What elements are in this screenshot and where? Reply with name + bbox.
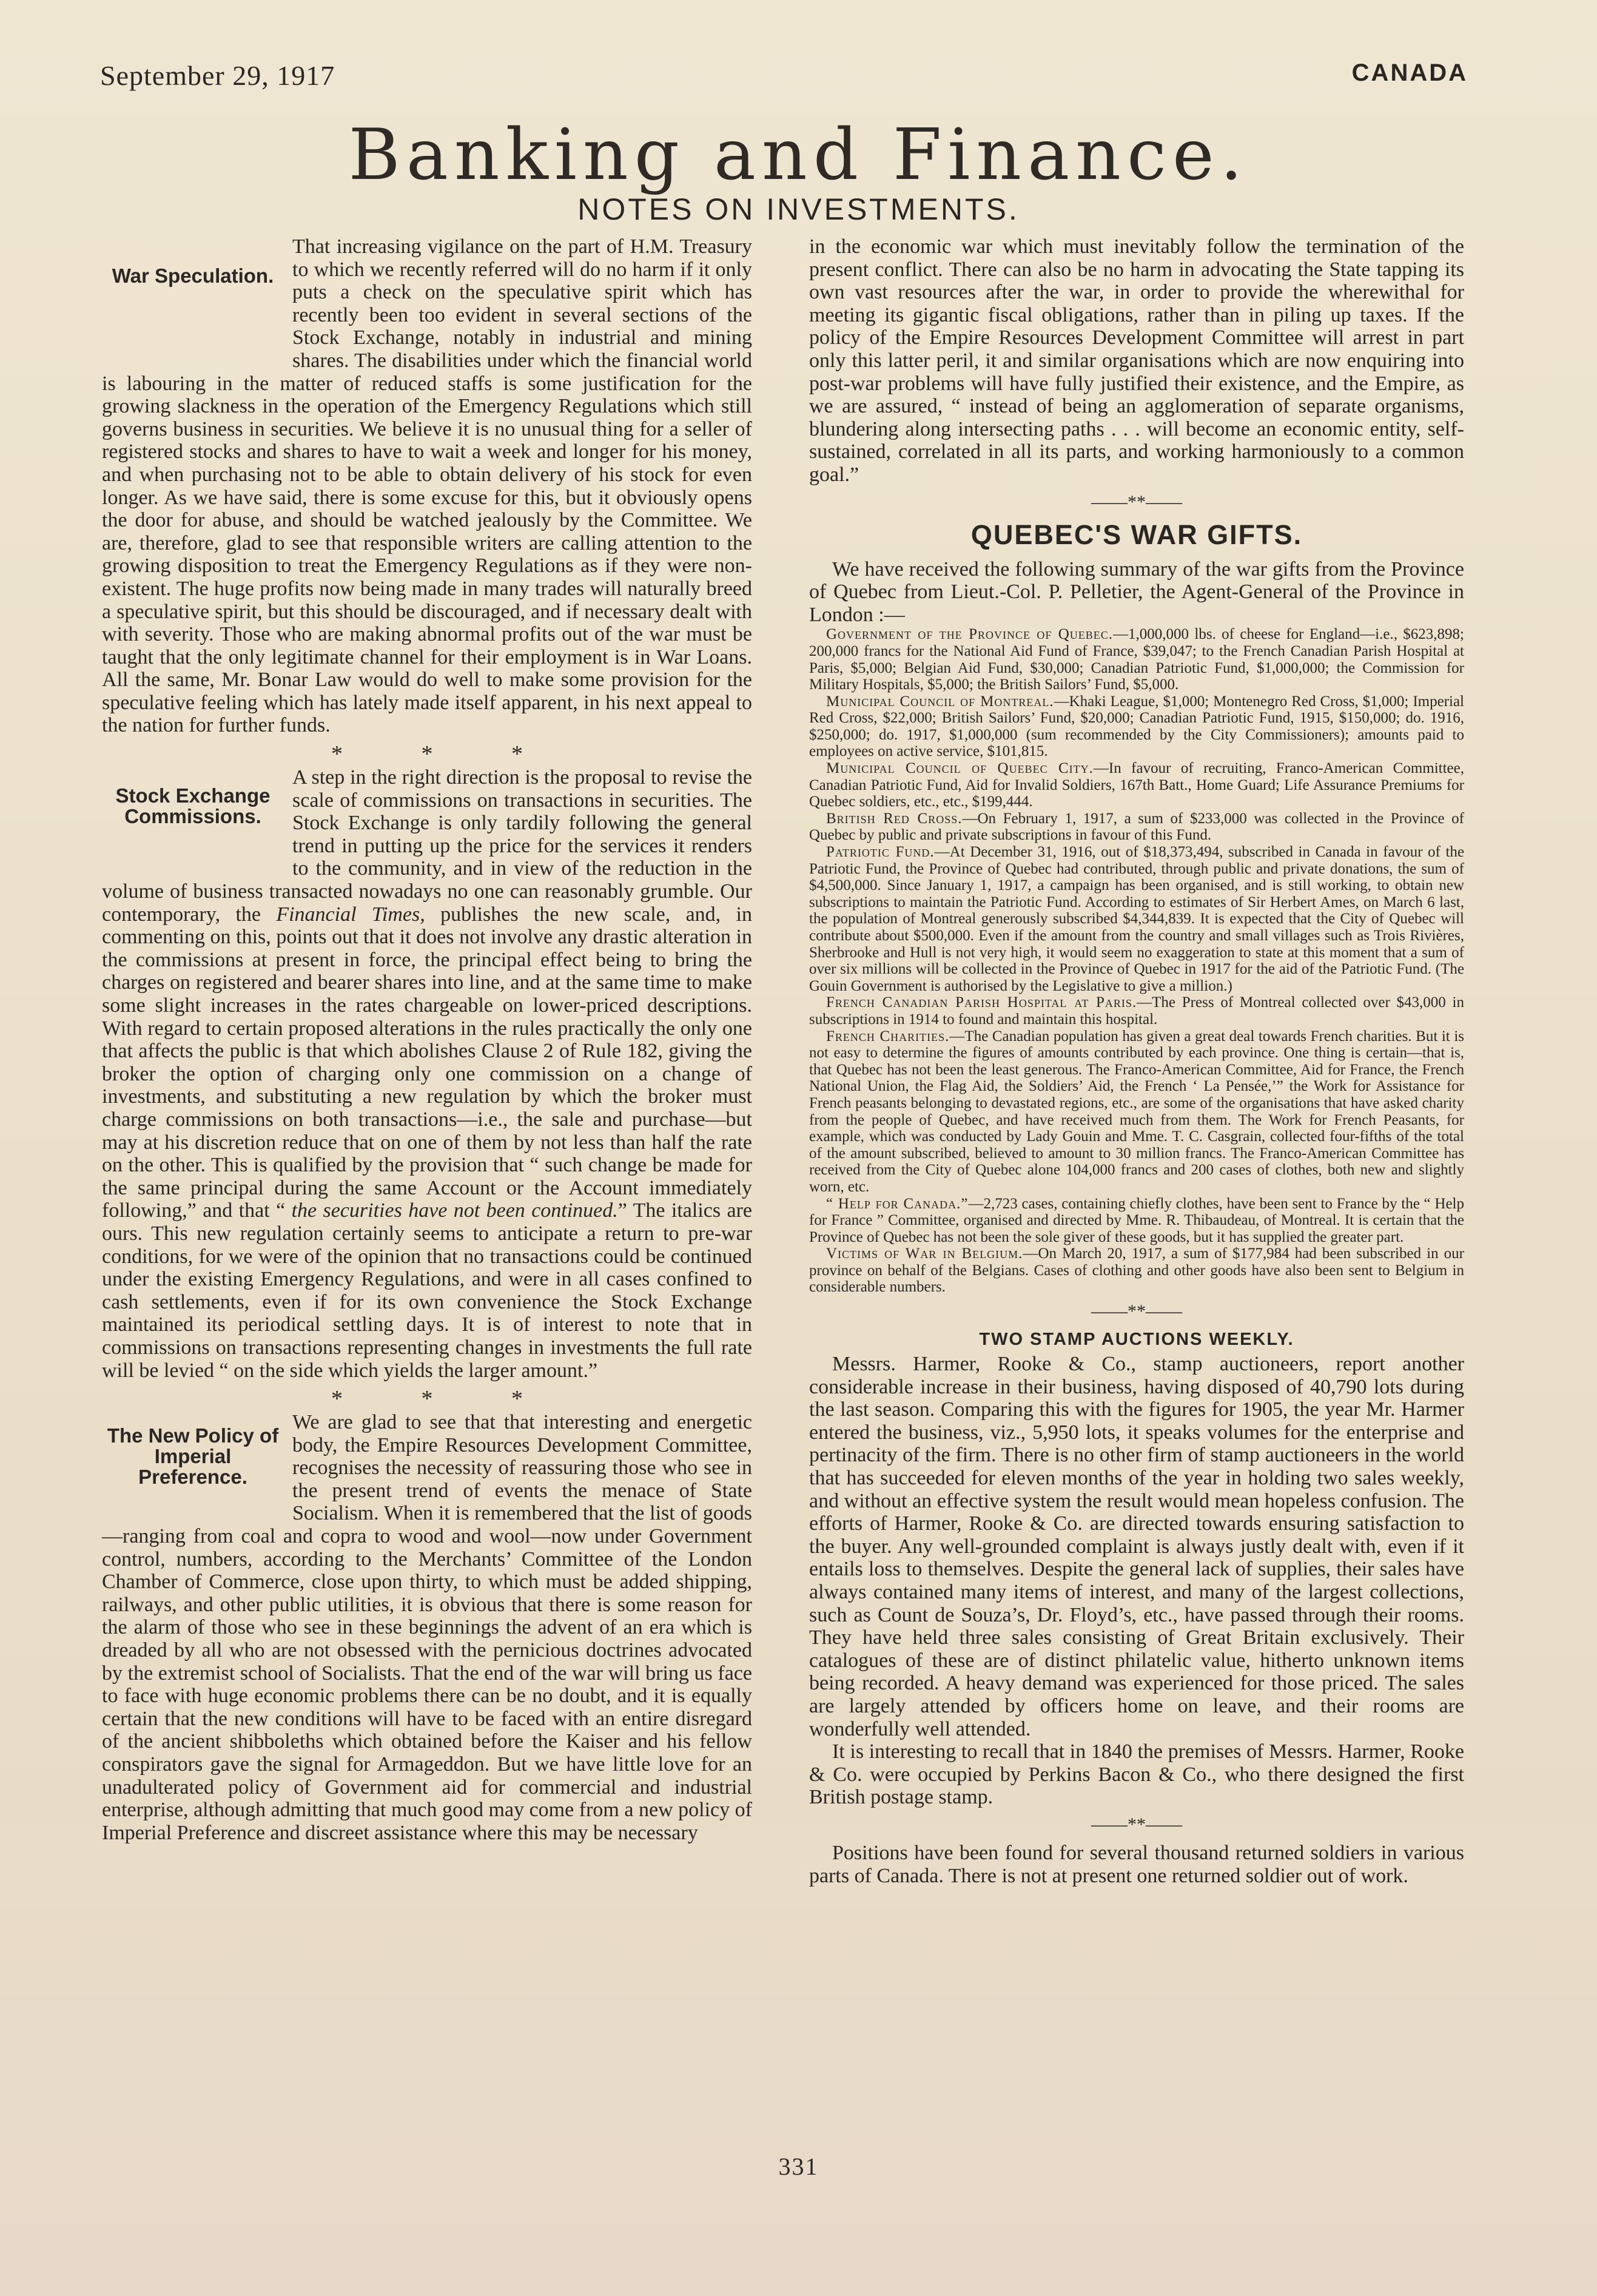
quebec-gift-item xyxy=(809,626,1464,693)
quebec-gift-item-lead: “ Help for Canada.” xyxy=(826,1195,969,1212)
section-divider: ——**—— xyxy=(1091,491,1182,512)
quebec-gift-item-text: —In favour of recruiting, Franco-American Committee, Canadian Patriotic Fund, Aid for Invalid Soldiers, 167th Batt., Home Guard; Life Assurance Premiums for Quebec soldiers, etc., etc., $199,444. xyxy=(809,760,1464,810)
quebec-gift-item xyxy=(809,810,1464,844)
quebec-gift-item-lead: Municipal Council of Montreal. xyxy=(826,693,1054,710)
quebec-gift-item xyxy=(809,994,1464,1028)
stock-italic-financial-times: Financial Times, xyxy=(276,903,425,926)
left-column xyxy=(102,235,752,1844)
issue-date: September 29, 1917 xyxy=(100,60,335,91)
stock-italic-quote: the securities have not been continued. xyxy=(291,1199,618,1222)
section-divider: ——**—— xyxy=(1091,1814,1182,1834)
article-war-speculation: That increasing vigilance on the part of H.M. Treasury to which we recently referred will do no harm if it only puts a check on the speculative spirit which has recently been too evident in several sections of the Stock Exchange, notably in industrial and mining shares. The disabilities under which the financial world is labouring in the matter of reduced staffs is some justification for the growing slackness in the operation of the Emergency Regulations which still governs business in securities. We believe it is no unusual thing for a seller of registered stocks and shares to have to wait a week and longer for his money, and when purchasing not to be able to obtain delivery of his stock for even longer. As we have said, there is some excuse for this, but it obviously opens the door for abuse, and should be watched jealously by the Committee. We are, therefore, glad to see that responsible writers are calling attention to the growing disposition to treat the Emergency Regulations as if they were non-existent. The huge profits now being made in many trades will naturally breed a speculative spirit, but this should be discouraged, and if necessary dealt with with severity. Those who are making abnormal profits out of the war must be taught that the only legitimate channel for their employment is in War Loans. All the same, Mr. Bonar Law would do well to make some provision for the speculative feeling which has lately made itself apparent, in his next appeal to the nation for further funds. xyxy=(102,235,752,737)
quebec-gift-item-lead: Patriotic Fund. xyxy=(826,844,935,861)
article-imperial-preference: We are glad to see that that interesting and energetic body, the Empire Resources Development Committee, recognises the necessity of reassuring those who see in the present trend of events the menace of State Socialism. When it is remembered that the list of goods—ranging from coal and copra to wood and wool—now under Government control, numbers, according to the Merchants’ Committee of the London Chamber of Commerce, close upon thirty, to which must be added shipping, railways, and other public utilities, it is obvious that there is some reason for the alarm of those who see in these beginnings the advent of an era which is dreaded by all who are not obsessed with the pernicious doctrines advocated by the extremist school of Socialists. That the end of the war will bring us face to face with huge economic problems there can be no doubt, and it is equally certain that the new conditions will have to be faced with an entire disregard of the ancient shibboleths which obtained before the Kaiser and his fellow conspirators gave the signal for Armageddon. But we have little love for an unadulterated policy of Government aid for commercial and industrial enterprise, although admitting that much good may come from a new policy of Imperial Preference and discreet assistance where this may be necessary xyxy=(102,1411,752,1844)
quebec-gift-item-lead: British Red Cross. xyxy=(826,810,963,827)
quebec-gift-item-text: —The Canadian population has given a great deal towards French charities. But it is not easy to determine the figures of amounts contributed by each province. One thing is certain—that is, that Quebec has not been the least generous. The Franco-American Committee, Aid for France, the French National Union, the Flag Aid, the Soldiers’ Aid, the French ‘ La Pensée,’” the Work for Assistance for French peasants belonging to devastated regions, etc., are some of the organisations that have asked charity from the people of Quebec, and have received much from them. The Work for French Peasants, for example, which was conducted by Lady Gouin and Mme. T. C. Casgrain, collected four-fifths of the total of the amount subscribed, believed to amount to 30 million francs. The Franco-American Committee has received from the City of Quebec alone 104,000 francs and 200 cases of clothes, both new and slightly worn, etc. xyxy=(809,1028,1465,1195)
quebec-gift-item-lead: French Charities. xyxy=(826,1028,950,1045)
stamps-paragraph: It is interesting to recall that in 1840 the premises of Messrs. Harmer, Rooke & Co. were occupied by Perkins Bacon & Co., who there designed the first British postage stamp. xyxy=(809,1740,1464,1809)
publication-name: CANADA xyxy=(1351,59,1468,86)
side-heading-imperial-preference: The New Policy of Imperial Preference. xyxy=(107,1424,279,1489)
quebec-gift-item-text: —1,000,000 lbs. of cheese for England—i.e., $623,898; 200,000 francs for the National Aid Fund of France, $39,047; to the French Canadian Parish Hospital at Paris, $5,000; Belgian Aid Fund, $30,000; Canadian Patriotic Fund, $1,000,000; the Commission for Military Hospitals, $5,000; the British Sailors’ Fund, $5,000. xyxy=(809,626,1464,693)
quebec-gift-item xyxy=(809,844,1464,994)
quebec-gift-item-text: —On March 20, 1917, a sum of $177,984 had been subscribed in our province on behalf of the Belgians. Cases of clothing and other goods have also been sent to Belgium in considerable numbers. xyxy=(809,1245,1464,1296)
stock-text-3: ” The italics are ours. This new regulation certainly seems to anticipate a return to pre-war conditions, for we were of the opinion that no transactions could be continued under the existing Emergency Regulations, and were in all cases confined to cash settlements, even if for its own convenience the Stock Exchange maintained its periodical settling days. It is of interest to note that in commissions on transactions representing changes in investments the full rate will be levied “ on the side which yields the larger amount.” xyxy=(102,1199,752,1382)
page-title: Banking and Finance. xyxy=(348,114,1249,196)
imperial-preference-continuation: in the economic war which must inevitably follow the termination of the present conflict. There can also be no harm in advocating the State tapping its own vast resources after the war, in order to provide the wherewithal for meeting its gigantic fiscal obligations, rather than in piling up taxes. If the policy of the Empire Resources Development Committee will arrest in part only this latter peril, it and similar organisations which are now enquiring into post-war problems will have fully justified their existence, and the Empire, as we are assured, “ instead of being an agglomeration of separate organisms, blundering along intersecting paths . . . will become an economic entity, self-sustained, correlated in all its parts, and working harmoniously to a common goal.” xyxy=(809,235,1464,486)
page-subtitle: NOTES ON INVESTMENTS. xyxy=(577,192,1020,226)
section-stars: * * * xyxy=(331,1386,559,1412)
quebec-items-list xyxy=(809,626,1464,1296)
closing-paragraph: Positions have been found for several thousand returned soldiers in various parts of Canada. There is not at present one returned soldier out of work. xyxy=(809,1841,1464,1887)
quebec-intro: We have received the following summary of the war gifts from the Province of Quebec from Lieut.-Col. P. Pelletier, the Agent-General of the Province in London :— xyxy=(809,557,1464,626)
quebec-gift-item xyxy=(809,693,1464,760)
section-stars: * * * xyxy=(331,741,559,767)
stock-text-1: A step in the right direction is the proposal to revise the scale of commissions on transactions in securities. The Stock Exchange is only tardily following the general trend in putting up the price for the services it renders to the community, and in view of the reduction in the volume of business transacted nowadays no one can reasonably grumble. Our contemporary, the xyxy=(102,766,752,926)
page-number: 331 xyxy=(778,2153,819,2180)
quebec-gift-item-text: —On February 1, 1917, a sum of $233,000 was collected in the Province of Quebec by public and private subscriptions in favour of this Fund. xyxy=(809,810,1464,844)
quebec-gift-item xyxy=(809,1028,1464,1196)
quebec-gift-item-lead: French Canadian Parish Hospital at Paris. xyxy=(826,994,1137,1011)
quebec-gift-item-lead: Victims of War in Belgium. xyxy=(826,1245,1023,1262)
quebec-gift-item-lead: Municipal Council of Quebec City. xyxy=(826,760,1094,777)
quebec-heading: QUEBEC'S WAR GIFTS. xyxy=(970,519,1303,550)
quebec-gift-item xyxy=(809,1196,1464,1246)
stamps-heading: TWO STAMP AUCTIONS WEEKLY. xyxy=(979,1330,1294,1350)
stamps-paragraph: Messrs. Harmer, Rooke & Co., stamp auctioneers, report another considerable increase in their business, having disposed of 40,790 lots during the last season. Comparing this with the figures for 1905, the year Mr. Harmer entered the business, viz., 5,950 lots, it speaks volumes for the enterprise and pertinacity of the firm. There is no other firm of stamp auctioneers in the world that has succeeded for eleven months of the year in holding two sales weekly, and without an effective system the result would mean hopeless confusion. The efforts of Harmer, Rooke & Co. are directed towards ensuring satisfaction to the buyer. Any well-grounded complaint is always justly dealt with, even if it entails loss to themselves. Despite the general lack of supplies, their sales have always contained many items of interest, and many of the largest collections, such as Count de Souza’s, Dr. Floyd’s, etc., have passed through their rooms. They have held three sales consisting of Great Britain exclusively. Their catalogues of these are of distinct philatelic value, hitherto unknown items being recorded. A heavy demand was experienced for those priced. The sales are largely attended by officers home on leave, and their rooms are wonderfully well attended. xyxy=(809,1353,1464,1740)
section-divider: ——**—— xyxy=(1091,1301,1182,1322)
right-column xyxy=(809,235,1464,1887)
quebec-gift-item xyxy=(809,760,1464,810)
quebec-gift-item xyxy=(809,1245,1464,1296)
quebec-gift-item-text: —Khaki League, $1,000; Montenegro Red Cross, $1,000; Imperial Red Cross, $22,000; British Sailors’ Fund, $20,000; Canadian Patriotic Fund, 1915, $150,000; do. 1916, $250,000; do. 1917, $1,000,000 (sum recommended by the City Commissioners); amounts paid to employees on active service, $101,815. xyxy=(809,693,1464,760)
quebec-gift-item-text: —At December 31, 1916, out of $18,373,494, subscribed in Canada in favour of the Patriotic Fund, the Province of Quebec had contributed, through public and private donations, the sum of $4,500,000. Since January 1, 1917, a campaign has been organised, and is still working, to obtain new subscriptions to maintain the Patriotic Fund. According to estimates of Sir Herbert Ames, on March 6 last, the population of Montreal generously subscribed $4,344,839. It is expected that the City of Quebec will contribute about $500,000. Even if the amount from the country and small villages such as Trois Rivières, Sherbrooke and Hull is not very high, it would seem no exaggeration to state at this moment that a sum of over six millions will be collected in the Province of Quebec in 1917 for the aid of the Patriotic Fund. (The Gouin Government is authorised by the Legislative to give a million.) xyxy=(809,844,1464,994)
quebec-gift-item-lead: Government of the Province of Quebec. xyxy=(826,626,1114,643)
stock-text-2: publishes the new scale, and, in commenting on this, points out that it does not involve any drastic alteration in the commissions at present in force, the principal effect being to bring the charges on registered and bearer shares into line, and at the same time to make some slight increases in the rates chargeable on lower-priced descriptions. With regard to certain proposed alterations in the rules practically the only one that affects the public is that which abolishes Clause 2 of Rule 182, giving the broker the option of charging only one commission on a change of investments, and substituting a new regulation by which the broker must charge commissions on both transactions—i.e., the sale and purchase—but may at his discretion reduce that on one of them by not less than half the rate on the other. This is qualified by the provision that “ such change be made for the same principal during the same Account or the Account immediately following,” and that “ xyxy=(102,903,752,1222)
quebec-gift-item-text: —The Press of Montreal collected over $43,000 in subscriptions in 1914 to found and maintain this hospital. xyxy=(809,994,1465,1028)
side-heading-war-speculation: War Speculation. xyxy=(112,264,274,287)
side-heading-stock-exchange: Stock Exchange Commissions. xyxy=(115,784,271,828)
quebec-gift-item-text: —2,723 cases, containing chiefly clothes, have been sent to France by the “ Help for France ” Committee, organised and directed by Mme. R. Thibaudeau, of Montreal. It is certain that the Province of Quebec has not been the sole giver of these goods, but it has supplied the greater part. xyxy=(809,1195,1465,1245)
